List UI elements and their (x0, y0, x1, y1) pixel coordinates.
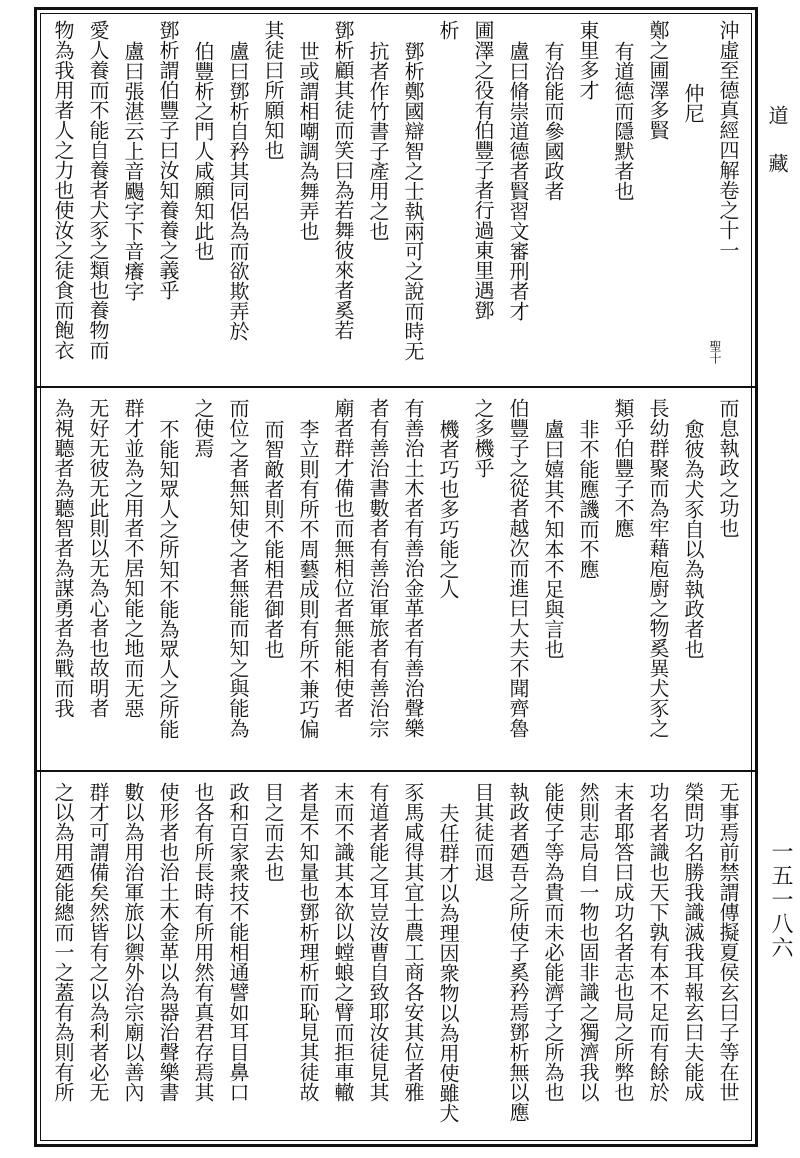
text-block-top (44, 20, 744, 380)
text-column: 其徒曰所願知也 (261, 20, 285, 160)
text-column: 者有善治書數者有善治軍旅者有善治宗 (366, 398, 390, 738)
text-column: 抗者作竹書子產用之也 (366, 41, 390, 241)
text-column: 仲尼 (681, 83, 705, 123)
text-column: 盧曰嬉其不知本不足與言也 (541, 419, 565, 659)
text-column: 機者巧也多巧能之人 (436, 419, 460, 599)
text-block-middle (44, 398, 744, 763)
text-column: 有道者能之耳豈汝曹自致耶汝徒見其 (366, 782, 390, 1102)
text-column: 有治能而參國政者 (541, 41, 565, 201)
text-column: 執政者廼吾之所使子奚矜焉鄧析無以應 (506, 782, 530, 1122)
text-column: 目之而去也 (261, 782, 285, 882)
text-column: 而息執政之功也 (716, 398, 740, 538)
text-column: 然則志局自一物也固非識之獨濟我以 (576, 782, 600, 1102)
text-column: 者是不知量也鄧析理析而恥見其徒故 (296, 782, 320, 1102)
text-column: 數以為用治軍旅以禦外治宗廟以善內 (121, 782, 145, 1102)
text-column: 沖虛至德真經四解卷之十一 (716, 20, 740, 260)
text-column: 鄧析顧其徒而笑曰為若舞彼來者奚若 (331, 20, 355, 340)
text-column: 豕馬咸得其宜士農工商各安其位者雅 (401, 782, 425, 1102)
text-column: 无好无彼无此則以无為心者也故明者 (86, 398, 110, 718)
text-column: 末者耶答曰成功名者志也局之所弊也 (611, 782, 635, 1102)
text-column: 鄧析鄭國辯智之士執兩可之說而時无 (401, 41, 425, 361)
side-brand-label: 道藏 (765, 105, 789, 201)
folio-mark: 聖十 (708, 340, 722, 364)
text-column: 伯豐子之從者越次而進曰大夫不聞齊魯 (506, 398, 530, 738)
side-page-number: 一五一八六 (768, 840, 793, 960)
text-column: 榮問功名勝我識滅我耳報玄曰夫能成 (681, 782, 705, 1102)
text-column: 而智敵者則不能相君御者也 (261, 419, 285, 659)
text-column: 李立則有所不周藝成則有所不兼巧偏 (296, 419, 320, 739)
section-divider-2 (34, 770, 758, 772)
text-column: 圃澤之役有伯豐子者行過東里遇鄧 (471, 20, 495, 320)
text-column: 盧曰脩崇道德者賢習文審刑者才 (506, 41, 530, 321)
text-column: 能使子等為貴而未必能濟子之所為也 (541, 782, 565, 1102)
text-column: 鄧析謂伯豐子曰汝知養養之義乎 (156, 20, 180, 300)
text-column: 群才並為之用者不居知能之地而无惡 (121, 398, 145, 718)
text-column: 盧曰張湛云上音颺字下音癢字 (121, 41, 145, 301)
text-column: 政和百家衆技不能相通譬如耳目鼻口 (226, 782, 250, 1102)
text-column: 廟者群才備也而無相位者無能相使者 (331, 398, 355, 718)
text-column: 長幼群聚而為牢藉庖廚之物奚異犬豕之 (646, 398, 670, 738)
text-column: 功名者識也天下孰有本不足而有餘於 (646, 782, 670, 1102)
text-column: 類乎伯豐子不應 (611, 398, 635, 538)
text-column: 之以為用廼能總而一之蓋有為則有所 (51, 782, 75, 1102)
text-column: 目其徒而退 (471, 782, 495, 882)
text-column: 世或謂相嘲調為舞弄也 (296, 41, 320, 241)
text-column: 有道德而隱默者也 (611, 41, 635, 201)
text-column: 鄭之圃澤多賢 (646, 20, 670, 140)
text-column: 有善治土木者有善治金革者有善治聲樂 (401, 398, 425, 738)
text-column: 也各有所長時有所用然有真君存焉其 (191, 782, 215, 1102)
text-column: 非不能應譏而不應 (576, 419, 600, 579)
text-column: 而位之者無知使之者無能而知之與能為 (226, 398, 250, 738)
text-column: 末而不識其本欲以螳蜋之臂而拒車轍 (331, 782, 355, 1102)
text-column: 東里多才 (576, 20, 600, 100)
text-column: 群才可謂備矣然皆有之以為利者必无 (86, 782, 110, 1102)
text-column: 愈彼為犬豕自以為執政者也 (681, 419, 705, 659)
text-column: 之使焉 (191, 398, 215, 458)
text-column: 為視聽者為聽智者為謀勇者為戰而我 (51, 398, 75, 718)
text-column: 之多機乎 (471, 398, 495, 478)
text-column: 不能知眾人之所知不能為眾人之所能 (156, 419, 180, 739)
section-divider-1 (34, 386, 758, 388)
text-column: 析 (436, 20, 460, 40)
text-block-bottom (44, 782, 744, 1137)
text-column: 伯豐析之門人咸願知此也 (191, 41, 215, 261)
text-column: 盧曰鄧析自矜其同侶為而欲欺弄於 (226, 41, 250, 341)
text-column: 愛人養而不能自養者犬豕之類也養物而 (86, 20, 110, 360)
text-column: 物為我用者人之力也使汝之徒食而飽衣 (51, 20, 75, 360)
text-column: 夫任群才以為理因衆物以為用使雖犬 (436, 803, 460, 1123)
text-column: 使形者也治土木金革以為器治聲樂書 (156, 782, 180, 1102)
text-column: 无事焉前禁謂傳擬夏侯玄曰子等在世 (716, 782, 740, 1102)
